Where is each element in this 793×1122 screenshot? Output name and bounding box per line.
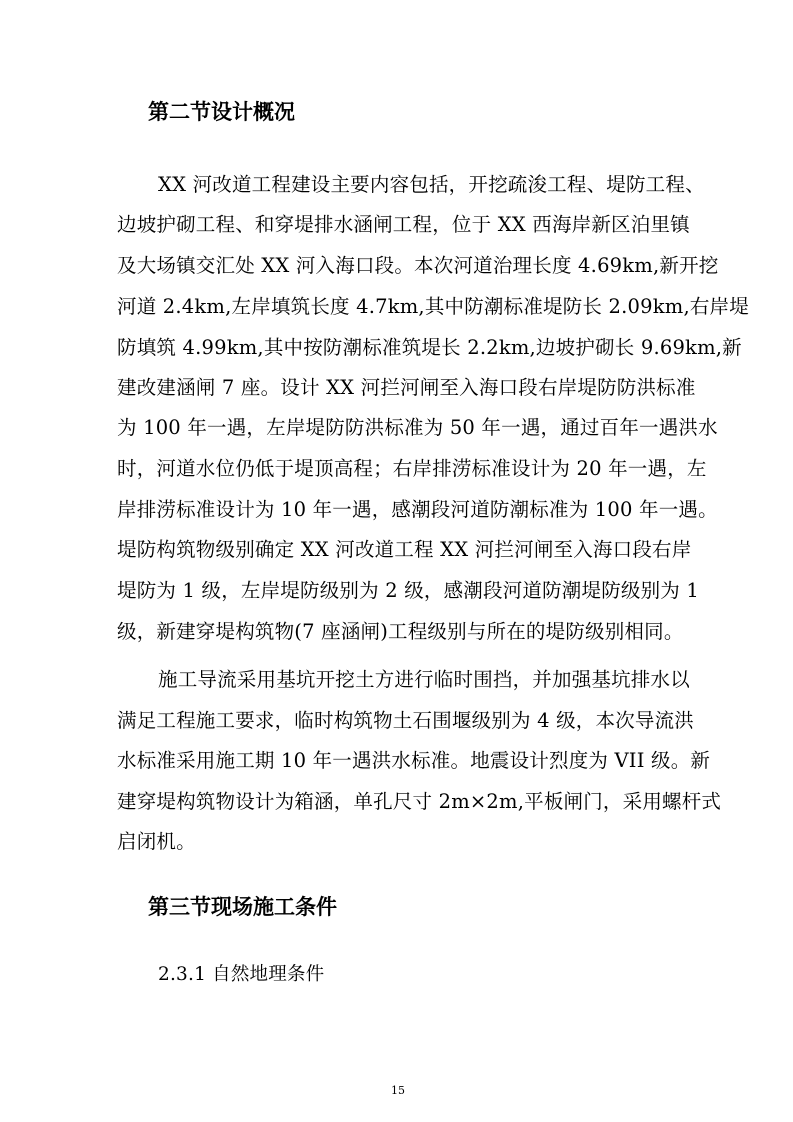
text-line: 建穿堤构筑物设计为箱涵，单孔尺寸 2m×2m,平板闸门，采用螺杆式	[117, 790, 722, 813]
text-line: 建改建涵闸 7 座。设计 XX 河拦河闸至入海口段右岸堤防防洪标准	[117, 376, 696, 399]
text-line: 施工导流采用基坑开挖土方进行临时围挡，并加强基坑排水以	[158, 668, 690, 691]
section-heading-site-conditions: 第三节现场施工条件	[148, 894, 337, 919]
text-line: 边坡护砌工程、和穿堤排水涵闸工程，位于 XX 西海岸新区泊里镇	[117, 213, 690, 236]
text-line: 堤防为 1 级，左岸堤防级别为 2 级，感潮段河道防潮堤防级别为 1	[117, 579, 700, 602]
text-line: 为 100 年一遇，左岸堤防防洪标准为 50 年一遇，通过百年一遇洪水	[117, 416, 718, 439]
subsection-heading-natural-geography: 2.3.1 自然地理条件	[158, 964, 325, 985]
text-line: 时，河道水位仍低于堤顶高程；右岸排涝标准设计为 20 年一遇，左	[117, 457, 707, 480]
page-number: 15	[391, 1084, 405, 1097]
text-line: 堤防构筑物级别确定 XX 河改道工程 XX 河拦河闸至入海口段右岸	[117, 538, 692, 561]
text-line: 水标准采用施工期 10 年一遇洪水标准。地震设计烈度为 VII 级。新	[117, 749, 711, 772]
text-line: 级，新建穿堤构筑物(7 座涵闸)工程级别与所在的堤防级别相同。	[117, 620, 684, 643]
section-heading-design-overview: 第二节设计概况	[148, 99, 295, 124]
text-line: 及大场镇交汇处 XX 河入海口段。本次河道治理长度 4.69km,新开挖	[117, 254, 719, 277]
text-line: 启闭机。	[117, 830, 196, 853]
text-line: 河道 2.4km,左岸填筑长度 4.7km,其中防潮标准堤防长 2.09km,右岸堤	[117, 295, 749, 318]
text-line: XX 河改道工程建设主要内容包括，开挖疏浚工程、堤防工程、	[158, 173, 705, 196]
text-line: 岸排涝标准设计为 10 年一遇，感潮段河道防潮标准为 100 年一遇。	[117, 498, 718, 521]
text-line: 满足工程施工要求，临时构筑物土石围堰级别为 4 级，本次导流洪	[117, 709, 695, 732]
text-line: 防填筑 4.99km,其中按防潮标准筑堤长 2.2km,边坡护砌长 9.69km,新	[117, 336, 742, 359]
